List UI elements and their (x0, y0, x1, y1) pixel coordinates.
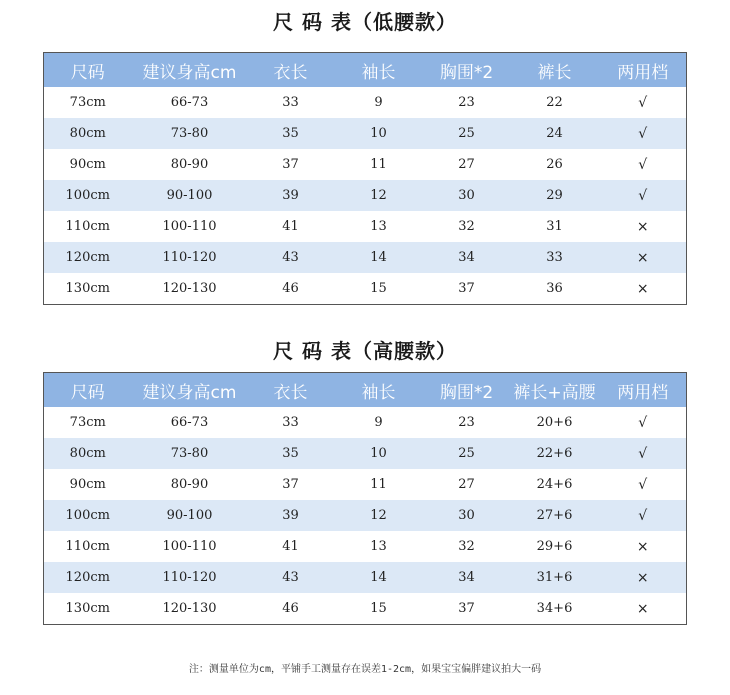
table-cell: 90-100 (132, 180, 248, 211)
low-waist-title: 尺 码 表（低腰款） (273, 10, 457, 34)
table-cell: 20+6 (510, 407, 600, 438)
table-row (44, 273, 687, 305)
table-cell: 73cm (44, 407, 132, 438)
table-cell: 11 (334, 149, 424, 180)
table-cell: 23 (424, 87, 510, 118)
table-cell: 100-110 (132, 211, 248, 242)
table-cell: 34+6 (510, 593, 600, 625)
table-cell: 30 (424, 500, 510, 531)
table-cell: 14 (334, 242, 424, 273)
table-cell: 80cm (44, 118, 132, 149)
dual-use-mark: √ (600, 87, 687, 118)
table-cell: 22 (510, 87, 600, 118)
column-header: 胸围*2 (424, 373, 510, 408)
table-cell: 12 (334, 500, 424, 531)
table-cell: 15 (334, 273, 424, 305)
table-cell: 110-120 (132, 562, 248, 593)
table-row (44, 562, 687, 593)
table-cell: 34 (424, 242, 510, 273)
table-cell: 9 (334, 407, 424, 438)
table-cell: 25 (424, 118, 510, 149)
column-header: 袖长 (334, 373, 424, 408)
table-cell: 27 (424, 149, 510, 180)
column-header: 两用档 (600, 53, 687, 88)
table-row (44, 500, 687, 531)
table-cell: 35 (248, 118, 334, 149)
table-row (44, 593, 687, 625)
table-cell: 100cm (44, 180, 132, 211)
table-cell: 22+6 (510, 438, 600, 469)
column-header: 裤长 (510, 53, 600, 88)
table-cell: 27 (424, 469, 510, 500)
table-cell: 90cm (44, 149, 132, 180)
table-cell: 66-73 (132, 407, 248, 438)
table-cell: 80-90 (132, 469, 248, 500)
table-cell: 13 (334, 531, 424, 562)
table-cell: 80-90 (132, 149, 248, 180)
table-cell: 110cm (44, 531, 132, 562)
table-cell: 37 (424, 593, 510, 625)
table-cell: 46 (248, 593, 334, 625)
table-cell: 10 (334, 438, 424, 469)
column-header: 建议身高cm (132, 53, 248, 88)
dual-use-mark: √ (600, 149, 687, 180)
table-cell: 32 (424, 211, 510, 242)
table-cell: 37 (248, 149, 334, 180)
table-cell: 120-130 (132, 273, 248, 305)
table-cell: 100cm (44, 500, 132, 531)
table-row (44, 438, 687, 469)
table-cell: 14 (334, 562, 424, 593)
table-cell: 30 (424, 180, 510, 211)
column-header: 两用档 (600, 373, 687, 408)
column-header: 建议身高cm (132, 373, 248, 408)
table-cell: 12 (334, 180, 424, 211)
table-cell: 33 (248, 407, 334, 438)
table-cell: 32 (424, 531, 510, 562)
table-cell: 130cm (44, 273, 132, 305)
dual-use-mark: √ (600, 500, 687, 531)
table-cell: 120cm (44, 562, 132, 593)
dual-use-mark: × (600, 562, 687, 593)
table-cell: 66-73 (132, 87, 248, 118)
column-header: 袖长 (334, 53, 424, 88)
column-header: 尺码 (44, 373, 132, 408)
dual-use-mark: × (600, 273, 687, 305)
table-row (44, 149, 687, 180)
table-row (44, 118, 687, 149)
table-cell: 46 (248, 273, 334, 305)
column-header: 裤长+高腰 (510, 373, 600, 408)
column-header: 衣长 (248, 53, 334, 88)
high-waist-size-table (43, 372, 687, 625)
column-header: 衣长 (248, 373, 334, 408)
dual-use-mark: × (600, 242, 687, 273)
table-cell: 80cm (44, 438, 132, 469)
table-cell: 43 (248, 242, 334, 273)
table-cell: 73-80 (132, 118, 248, 149)
table-cell: 10 (334, 118, 424, 149)
low-waist-size-table (43, 52, 687, 305)
table-cell: 11 (334, 469, 424, 500)
table-cell: 23 (424, 407, 510, 438)
dual-use-mark: √ (600, 180, 687, 211)
table-cell: 120-130 (132, 593, 248, 625)
table-cell: 41 (248, 531, 334, 562)
table-cell: 100-110 (132, 531, 248, 562)
table-cell: 37 (248, 469, 334, 500)
table-cell: 31+6 (510, 562, 600, 593)
measurement-note: 注：测量单位为cm，平铺手工测量存在误差1-2cm，如果宝宝偏胖建议拍大一码 (188, 664, 542, 675)
table-cell: 31 (510, 211, 600, 242)
table-cell: 90cm (44, 469, 132, 500)
column-header: 胸围*2 (424, 53, 510, 88)
table-header-row (44, 373, 687, 408)
dual-use-mark: √ (600, 407, 687, 438)
table-cell: 130cm (44, 593, 132, 625)
table-row (44, 469, 687, 500)
table-cell: 39 (248, 180, 334, 211)
high-waist-title: 尺 码 表（高腰款） (273, 339, 457, 363)
dual-use-mark: × (600, 211, 687, 242)
table-cell: 90-100 (132, 500, 248, 531)
table-cell: 25 (424, 438, 510, 469)
table-cell: 27+6 (510, 500, 600, 531)
table-cell: 29 (510, 180, 600, 211)
table-cell: 34 (424, 562, 510, 593)
table-cell: 73cm (44, 87, 132, 118)
table-cell: 110cm (44, 211, 132, 242)
table-cell: 39 (248, 500, 334, 531)
column-header: 尺码 (44, 53, 132, 88)
table-cell: 73-80 (132, 438, 248, 469)
table-cell: 26 (510, 149, 600, 180)
table-row (44, 211, 687, 242)
table-cell: 13 (334, 211, 424, 242)
table-cell: 15 (334, 593, 424, 625)
table-cell: 110-120 (132, 242, 248, 273)
table-header-row (44, 53, 687, 88)
table-cell: 120cm (44, 242, 132, 273)
table-cell: 41 (248, 211, 334, 242)
table-row (44, 407, 687, 438)
table-cell: 33 (248, 87, 334, 118)
dual-use-mark: √ (600, 469, 687, 500)
table-cell: 33 (510, 242, 600, 273)
dual-use-mark: × (600, 593, 687, 625)
table-cell: 9 (334, 87, 424, 118)
table-cell: 43 (248, 562, 334, 593)
table-cell: 24+6 (510, 469, 600, 500)
dual-use-mark: √ (600, 438, 687, 469)
table-cell: 24 (510, 118, 600, 149)
table-cell: 36 (510, 273, 600, 305)
table-row (44, 180, 687, 211)
table-row (44, 242, 687, 273)
table-row (44, 87, 687, 118)
dual-use-mark: × (600, 531, 687, 562)
table-cell: 37 (424, 273, 510, 305)
dual-use-mark: √ (600, 118, 687, 149)
table-cell: 29+6 (510, 531, 600, 562)
table-row (44, 531, 687, 562)
table-cell: 35 (248, 438, 334, 469)
